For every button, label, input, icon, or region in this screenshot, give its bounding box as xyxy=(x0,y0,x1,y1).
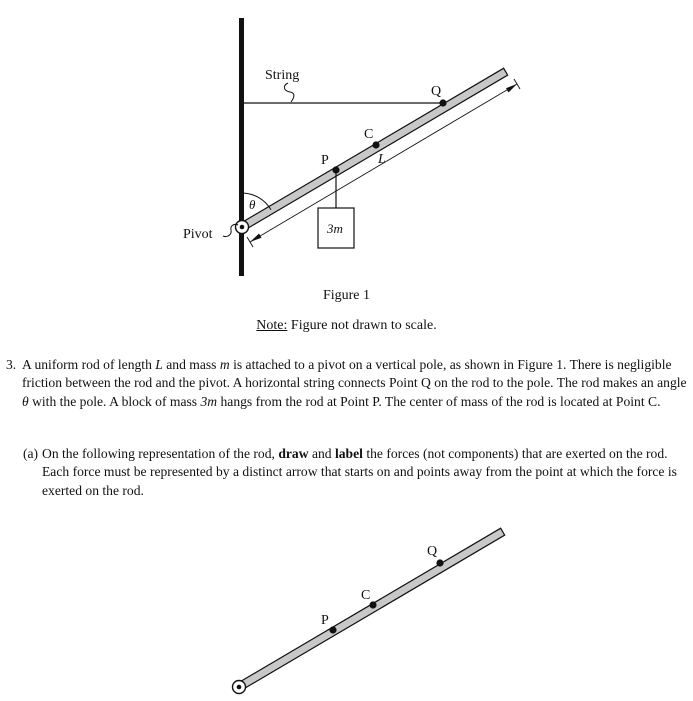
point-q-label: Q xyxy=(431,84,442,99)
theta-label: θ xyxy=(249,197,256,212)
figure-1 xyxy=(0,0,693,290)
point-c-dot xyxy=(372,141,379,148)
part-a-statement xyxy=(23,445,690,500)
pivot-icon xyxy=(236,221,249,234)
vertical-pole xyxy=(239,18,244,276)
problem-number: 3. xyxy=(6,357,17,372)
answer-point-c-label: C xyxy=(361,588,371,603)
problem-body: A uniform rod of length L and mass m is attached to a pivot on a vertical pole, as shown in Figure 1. There is negligible friction between the rod and the pivot. A horizontal string connects Point Q on the rod to the pole. The rod makes an angle θ with the pole. A block of mass 3m hangs from the rod at Point P. The center of mass of the rod is located at Point C. xyxy=(22,357,687,409)
point-c-label: C xyxy=(364,127,374,142)
figure-2-rod-diagram[interactable] xyxy=(0,510,693,701)
figure-note xyxy=(0,318,693,334)
note-text: Figure not drawn to scale. xyxy=(287,318,437,333)
pivot-label: Pivot xyxy=(183,227,213,242)
problem-statement xyxy=(6,356,690,411)
part-a-body: On the following representation of the rod, draw and label the forces (not components) that are exerted on the rod. Each force must be represented by a distinct arrow that starts on and points away from the point at which the force is exerted on the rod. xyxy=(42,446,677,498)
answer-rod xyxy=(237,528,505,690)
note-label: Note: xyxy=(256,318,288,333)
answer-point-p-label: P xyxy=(321,613,329,628)
point-p-dot xyxy=(332,166,339,173)
answer-point-p-dot xyxy=(329,626,336,633)
point-q-dot xyxy=(439,99,446,106)
rod xyxy=(240,68,508,230)
part-a-label: (a) xyxy=(23,446,39,461)
length-label: L xyxy=(378,152,386,167)
answer-point-q-label: Q xyxy=(427,544,438,559)
block-mass-label: 3m xyxy=(327,221,343,236)
answer-point-q-dot xyxy=(436,559,443,566)
string-label: String xyxy=(265,68,300,83)
string-pointer-icon xyxy=(284,83,294,102)
point-p-label: P xyxy=(321,153,329,168)
answer-point-c-dot xyxy=(369,601,376,608)
figure-caption: Figure 1 xyxy=(322,288,371,303)
answer-pivot-icon xyxy=(233,681,246,694)
